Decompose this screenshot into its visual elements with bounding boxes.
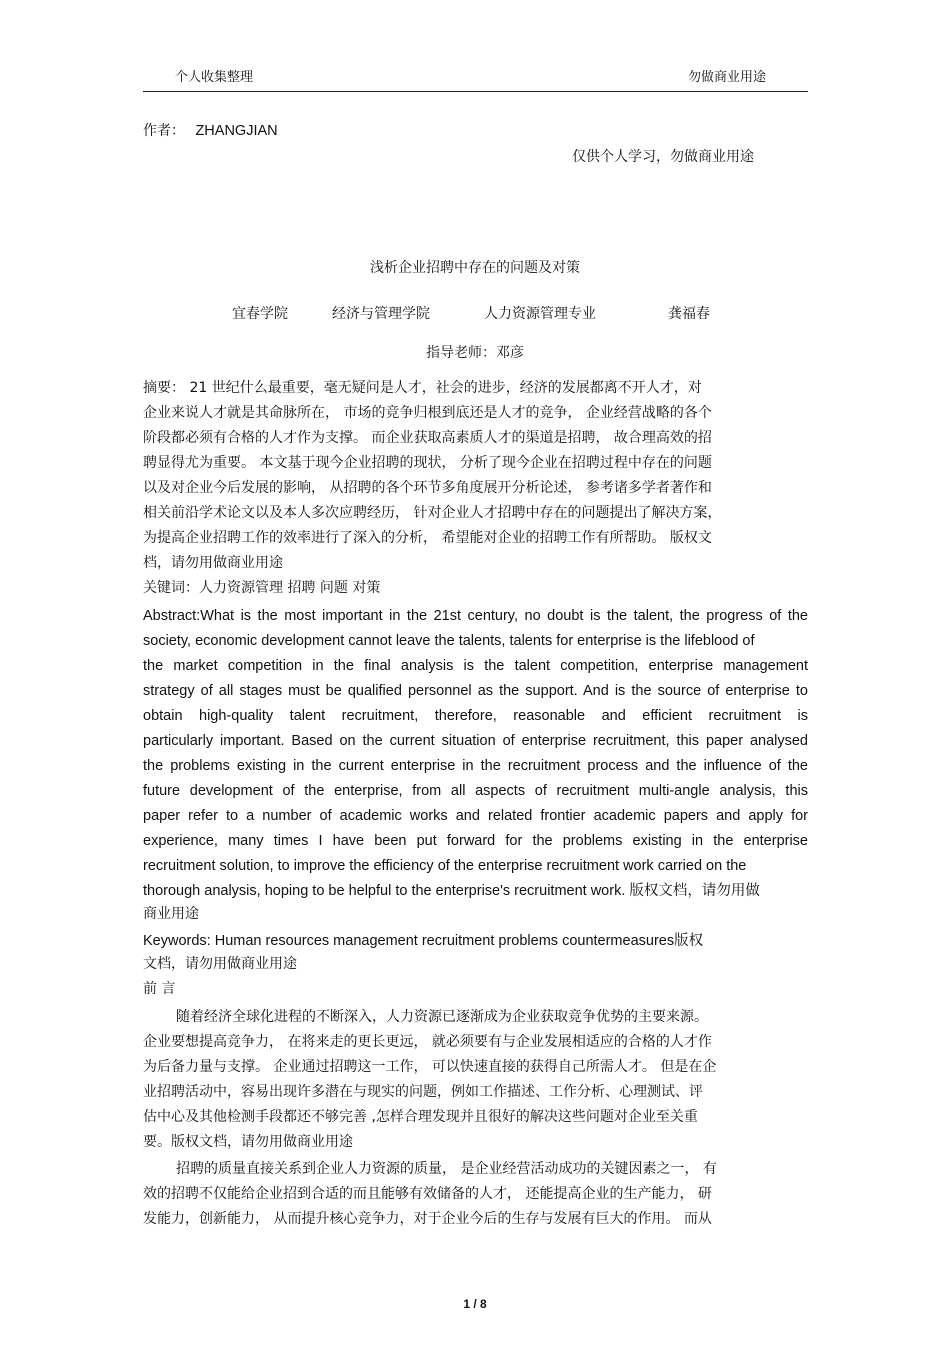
abstract-en-line: obtain high-quality talent recruitment, therefore, reasonable and efficient recruitment is [143,708,808,724]
abstract-en-line: the problems existing in the current enterprise in the recruitment process and the influence of the [143,758,808,774]
advisor-line: 指导老师：邓彦 [426,345,524,361]
author-name: ZHANGJIAN [195,123,278,139]
author-line [143,120,278,140]
header-divider [143,91,808,92]
abstract-en-line: particularly important. Based on the current situation of enterprise recruitment, this paper analysed [143,733,808,749]
paper-title: 浅析企业招聘中存在的问题及对策 [370,260,580,276]
header-right: 勿做商业用途 [688,70,767,85]
abstract-en-line: Abstract:What is the most important in the 21st century, no doubt is the talent, the progress of the [143,608,808,624]
author-student: 龚福春 [668,306,710,322]
keywords-cn: 关键词：人力资源管理 招聘 问题 对策 [143,580,381,596]
preface-heading: 前 言 [143,981,176,997]
usage-notice: 仅供个人学习，勿做商业用途 [572,149,754,165]
abstract-en-line: thorough analysis, hoping to be helpful to the enterprise's recruitment work. 版权文档，请勿用做 [143,883,760,899]
preface-line: 随着经济全球化进程的不断深入，人力资源已逐渐成为企业获取竞争优势的主要来源。 [176,1009,708,1025]
abstract-cn-line: 企业来说人才就是其命脉所在， 市场的竞争归根到底还是人才的竞争， 企业经营战略的各个 [143,405,712,421]
affiliation-major: 人力资源管理专业 [484,306,596,322]
affiliation-school: 宜春学院 [232,306,288,322]
abstract-cn-line: 为提高企业招聘工作的效率进行了深入的分析， 希望能对企业的招聘工作有所帮助。 版权文 [143,530,712,546]
abstract-cn-line: 相关前沿学术论文以及本人多次应聘经历， 针对企业人才招聘中存在的问题提出了解决方案， [143,505,722,521]
preface-line: 效的招聘不仅能给企业招到合适的而且能够有效储备的人才， 还能提高企业的生产能力， 研 [143,1186,712,1202]
abstract-en-line: society, economic development cannot leave the talents, talents for enterprise is the lifeblood of [143,633,755,649]
abstract-cn-line: 以及对企业今后发展的影响， 从招聘的各个环节多角度展开分析论述， 参考诸多学者著作和 [143,480,712,496]
header-left: 个人收集整理 [175,70,254,85]
author-label: 作者： [143,123,185,139]
abstract-cn-line: 摘要： 21 世纪什么最重要，毫无疑问是人才，社会的进步，经济的发展都离不开人才，对 [143,380,702,396]
preface-line: 估中心及其他检测手段都还不够完善 ,怎样合理发现并且很好的解决这些问题对企业至关重 [143,1109,698,1125]
keywords-en-cont: 文档，请勿用做商业用途 [143,956,297,972]
affiliation-college: 经济与管理学院 [332,306,430,322]
page-number: 1 / 8 [463,1297,487,1311]
abstract-en-line: 商业用途 [143,906,199,922]
abstract-en-line: recruitment solution, to improve the efficiency of the enterprise recruitment work carried on the [143,858,747,874]
preface-line: 企业要想提高竞争力， 在将来走的更长更远， 就必须要有与企业发展相适应的合格的人才作 [143,1034,712,1050]
preface-line: 发能力，创新能力， 从而提升核心竞争力，对于企业今后的生存与发展有巨大的作用。 而从 [143,1211,712,1227]
abstract-en-line: the market competition in the final analysis is the talent competition, enterprise management [143,658,808,674]
abstract-en-line: strategy of all stages must be qualified personnel as the support. And is the source of enterprise to [143,683,808,699]
preface-line: 要。版权文档，请勿用做商业用途 [143,1134,353,1150]
abstract-en-line: paper refer to a number of academic works and related frontier academic papers and apply for [143,808,808,824]
preface-line: 招聘的质量直接关系到企业人力资源的质量， 是企业经营活动成功的关键因素之一， 有 [176,1161,717,1177]
abstract-cn-line: 聘显得尤为重要。 本文基于现今企业招聘的现状， 分析了现今企业在招聘过程中存在的问题 [143,455,712,471]
abstract-en-line: future development of the enterprise, from all aspects of recruitment multi-angle analysis, this [143,783,808,799]
abstract-en-line: experience, many times I have been put forward for the problems existing in the enterprise [143,833,808,849]
abstract-cn-line: 阶段都必须有合格的人才作为支撑。 而企业获取高素质人才的渠道是招聘， 故合理高效的招 [143,430,712,446]
preface-line: 为后备力量与支撑。 企业通过招聘这一工作， 可以快速直接的获得自己所需人才。 但是在企 [143,1059,717,1075]
abstract-cn-line: 档，请勿用做商业用途 [143,555,283,571]
keywords-en: Keywords: Human resources management recruitment problems countermeasures版权 [143,933,704,949]
preface-line: 业招聘活动中，容易出现许多潜在与现实的问题，例如工作描述、工作分析、心理测试、评 [143,1084,703,1100]
